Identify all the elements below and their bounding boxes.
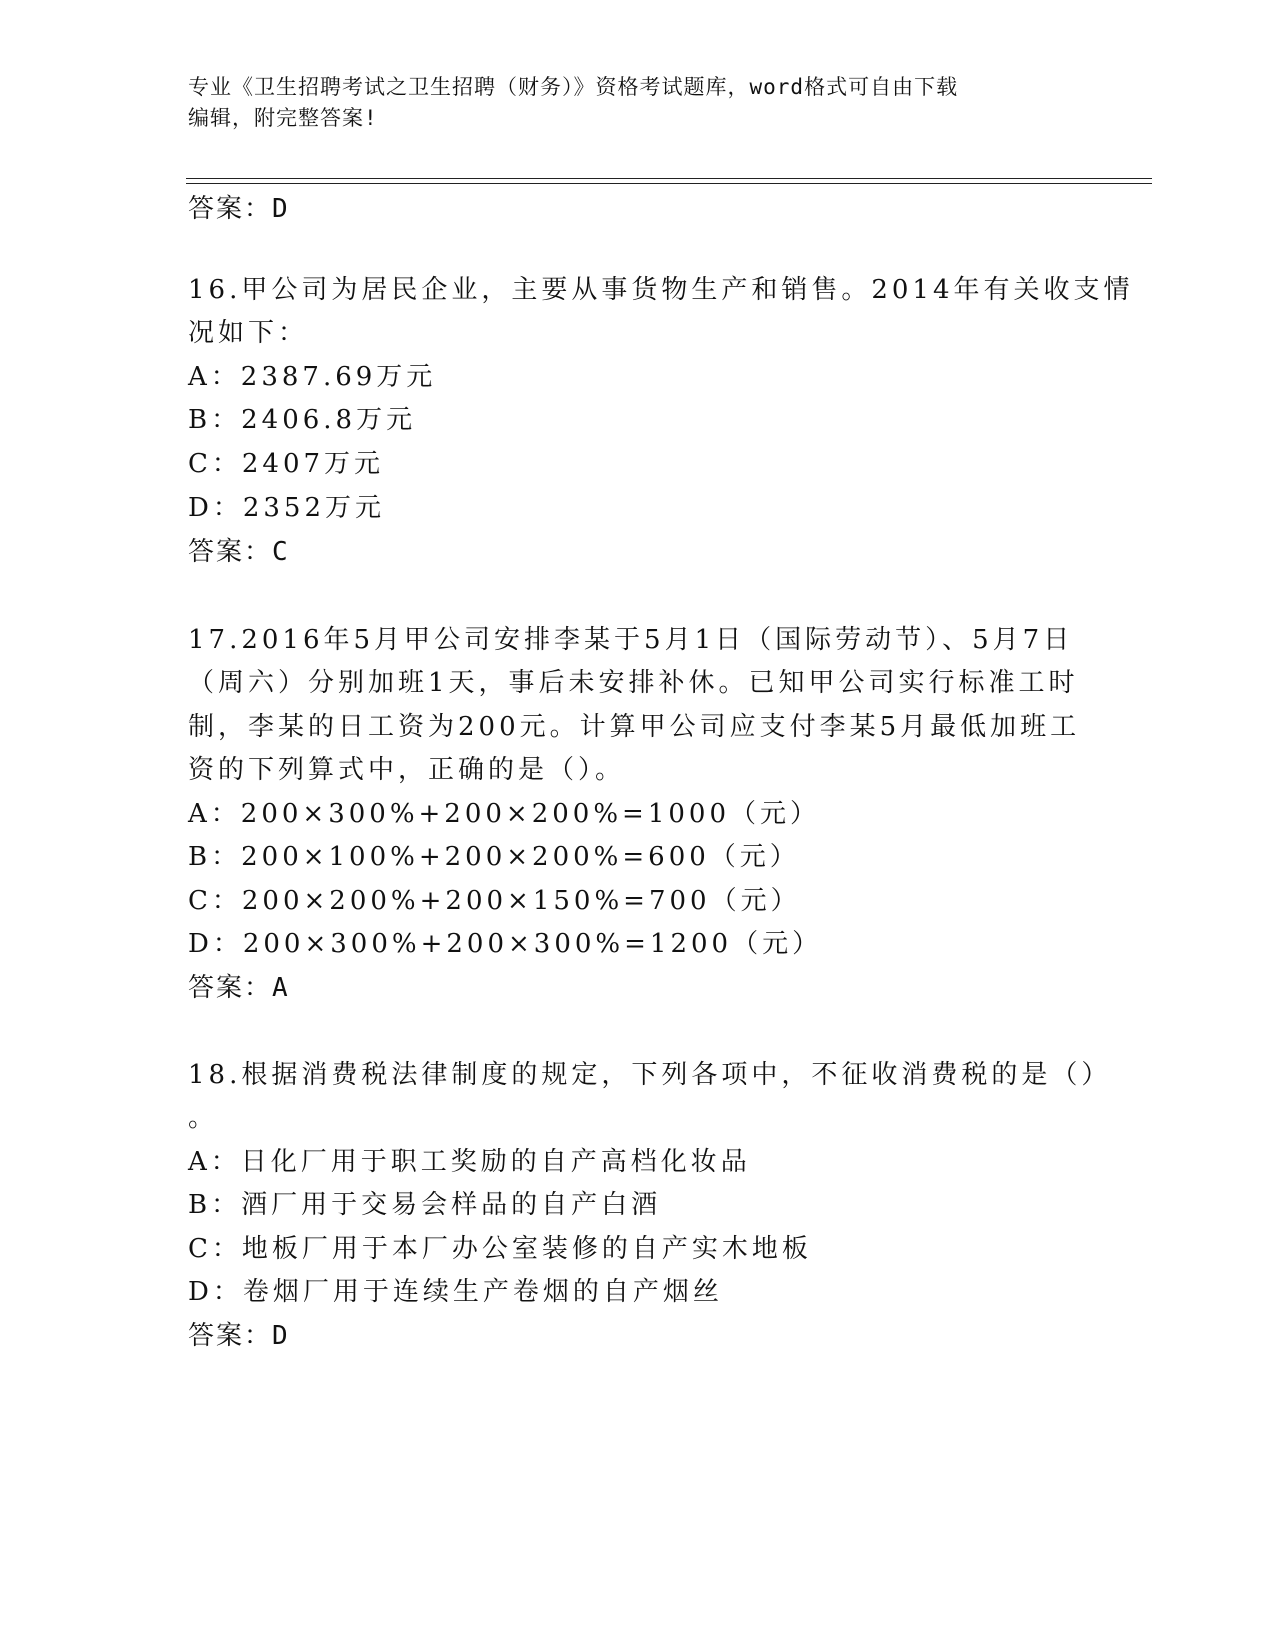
question-16-option-b: B：2406.8万元 (188, 405, 417, 435)
header-line-1: 专业《卫生招聘考试之卫生招聘（财务）》资格考试题库，word格式可自由下载 (188, 75, 959, 99)
question-17-option-d: D：200×300%+200×300%=1200（元） (188, 929, 823, 959)
question-16-option-a: A：2387.69万元 (188, 362, 437, 392)
question-18-option-c: C：地板厂用于本厂办公室装修的自产实木地板 (188, 1234, 812, 1264)
document-header (188, 72, 1088, 134)
question-16-text-line-1: 16.甲公司为居民企业，主要从事货物生产和销售。2014年有关收支情 (188, 275, 1134, 305)
question-18-option-b: B：酒厂用于交易会样品的自产白酒 (188, 1190, 662, 1220)
question-17-text-line-4: 资的下列算式中，正确的是（）。 (188, 755, 626, 785)
header-divider-bottom (186, 183, 1152, 184)
question-18-text-line-2: 。 (188, 1103, 219, 1133)
header-divider-top (186, 178, 1152, 179)
previous-answer: 答案：D (188, 194, 290, 224)
question-18-text-line-1: 18.根据消费税法律制度的规定，下列各项中，不征收消费税的是（） (188, 1060, 1112, 1090)
question-17-text-line-3: 制，李某的日工资为200元。计算甲公司应支付李某5月最低加班工 (188, 712, 1081, 742)
question-17-option-a: A：200×300%+200×200%=1000（元） (188, 799, 820, 829)
question-17-text-line-1: 17.2016年5月甲公司安排李某于5月1日（国际劳动节）、5月7日 (188, 625, 1074, 655)
question-18-option-a: A：日化厂用于职工奖励的自产高档化妆品 (188, 1147, 751, 1177)
header-line-2: 编辑，附完整答案! (188, 106, 378, 130)
question-17-option-b: B：200×100%+200×200%=600（元） (188, 842, 800, 872)
question-16-text-line-2: 况如下： (188, 318, 309, 348)
question-16-option-c: C：2407万元 (188, 449, 385, 479)
question-17-answer: 答案：A (188, 973, 290, 1003)
question-17-text-line-2: （周六）分别加班1天，事后未安排补休。已知甲公司实行标准工时 (188, 668, 1079, 698)
question-18-answer: 答案：D (188, 1321, 290, 1351)
question-18-option-d: D：卷烟厂用于连续生产卷烟的自产烟丝 (188, 1277, 723, 1307)
question-17-option-c: C：200×200%+200×150%=700（元） (188, 886, 801, 916)
question-16-option-d: D：2352万元 (188, 493, 386, 523)
question-16-answer: 答案：C (188, 537, 290, 567)
